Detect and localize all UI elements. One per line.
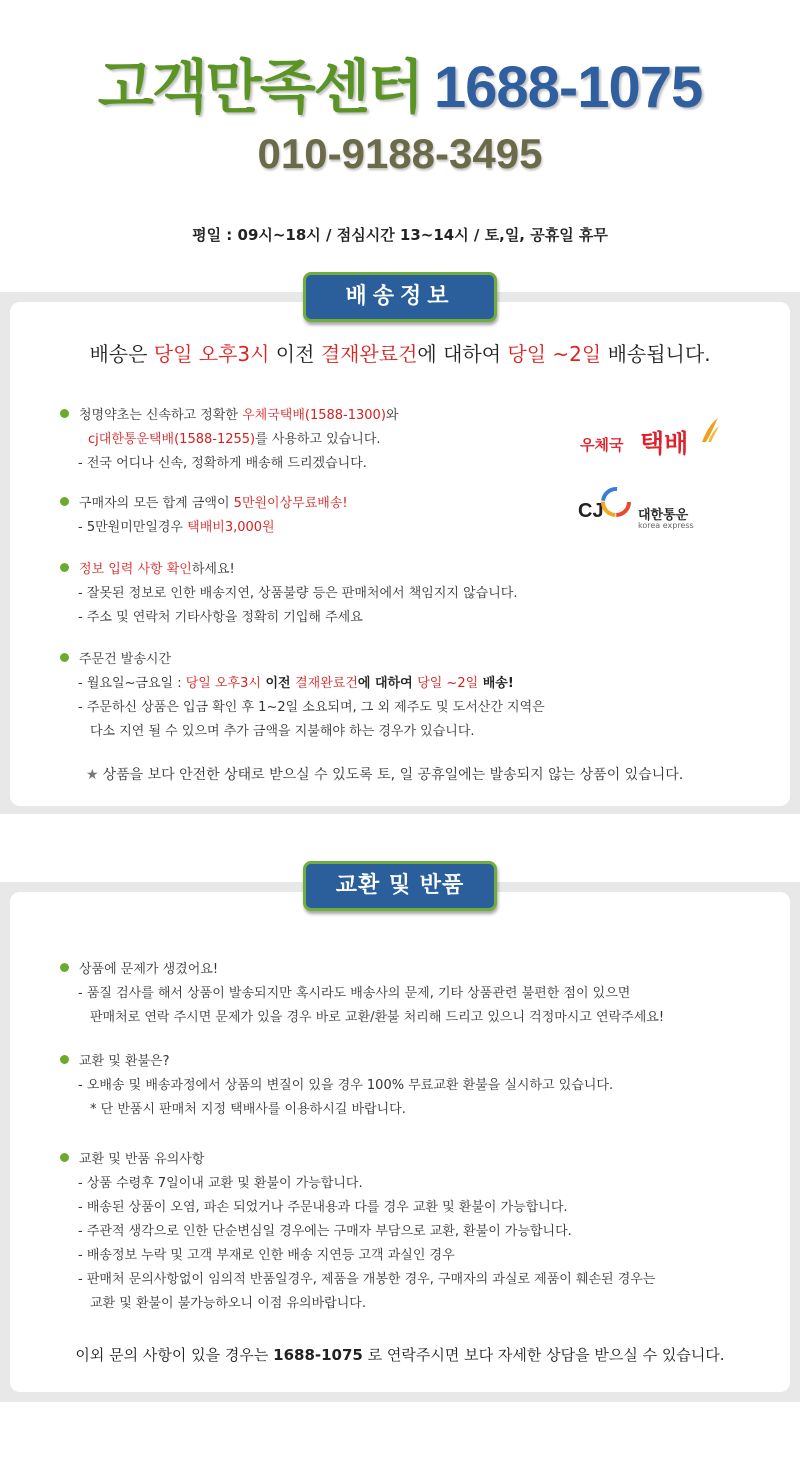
- bullet-icon: [60, 497, 69, 506]
- shipping-item-free-shipping: 구매자의 모든 합계 금액이 5만원이상무료배송! - 5만원미만일경우 택배비3,000원: [60, 492, 348, 540]
- bullet-icon: [60, 409, 69, 418]
- wing-icon: [700, 416, 720, 444]
- closing-phone[interactable]: 1688-1075: [273, 1346, 363, 1364]
- bullet-icon: [60, 563, 69, 572]
- cj-logistics-logo: CJ 대한통운 korea express: [578, 484, 718, 534]
- customer-center-phone[interactable]: 1688-1075: [433, 55, 703, 120]
- shipping-item-couriers: 청명약초는 신속하고 정확한 우체국택배(1588-1300)와 cj대한통운택배(1588-1255)를 사용하고 있습니다. - 전국 어디나 신속, 정확하게 배송해 드리겠습니다.: [60, 404, 398, 476]
- bullet-icon: [60, 963, 69, 972]
- star-icon: ★: [86, 767, 99, 783]
- exchange-item-refund: 교환 및 환불은? - 오배송 및 배송과정에서 상품의 변질이 있을 경우 100% 무료교환 환불을 실시하고 있습니다. * 단 반품시 판매처 지정 택배사를 이용하시길 바랍니다.: [60, 1050, 613, 1122]
- exchange-item-problem: 상품에 문제가 생겼어요! - 품질 검사를 해서 상품이 발송되지만 혹시라도 배송사의 문제, 기타 상품관련 불편한 점이 있으면 판매처로 연락 주시면 문제가 있을 경우 바로 교환/환불 처리해 드리고 있으니 걱정마시고 연락주세요!: [60, 958, 664, 1030]
- shipping-lead-text: 배송은 당일 오후3시 이전 결재완료건에 대하여 당일 ~2일 배송됩니다.: [89, 342, 711, 366]
- closing-contact-text: 이외 문의 사항이 있을 경우는 1688-1075 로 연락주시면 보다 자세한 상담을 받으실 수 있습니다.: [75, 1346, 725, 1364]
- exchange-return-badge: 교환 및 반품: [303, 861, 497, 911]
- cj-ring-icon: [598, 484, 634, 520]
- bullet-icon: [60, 1055, 69, 1064]
- korea-post-logo: 우체국 택배: [580, 416, 720, 466]
- exchange-item-precautions: 교환 및 반품 유의사항 - 상품 수령후 7일이내 교환 및 환불이 가능합니다. - 배송된 상품이 오염, 파손 되었거나 주문내용과 다를 경우 교환 및 환불이 가능합니다. - 주관적 생각으로 인한 단순변심일 경우에는 구매자 부담으로 교환, 환불이 가능합니다. - 배송정보 누락 및 고객 부재로 인한 배송 지연등 고객 과실인 경우 - 판매처 문의사항없이 임의적 반품일경우, 제품을 개봉한 경우, 구매자의 과실로 제품이 훼손된 경우는 교환 및 환불이 불가능하오니 이점 유의바랍니다.: [60, 1148, 655, 1316]
- mobile-phone[interactable]: 010-9188-3495: [257, 130, 543, 177]
- customer-center-line: [0, 40, 800, 124]
- business-hours: 평일 : 09시~18시 / 점심시간 13~14시 / 토,일, 공휴일 휴무: [192, 226, 608, 244]
- bullet-icon: [60, 1153, 69, 1162]
- customer-center-label: 고객만족센터: [97, 53, 422, 121]
- shipping-note: ★ 상품을 보다 안전한 상태로 받으실 수 있도록 토, 일 공휴일에는 발송되지 않는 상품이 있습니다.: [86, 767, 684, 783]
- shipping-info-badge: 배송정보: [303, 272, 497, 322]
- bullet-icon: [60, 653, 69, 662]
- shipping-item-dispatch-time: 주문건 발송시간 - 월요일~금요일 : 당일 오후3시 이전 결재완료건에 대하여 당일 ~2일 배송! - 주문하신 상품은 입금 확인 후 1~2일 소요되며, 그 외 제주도 및 도서산간 지역은 다소 지연 될 수 있으며 추가 금액을 지불해야 하는 경우가 있습니다.: [60, 648, 545, 744]
- contact-header: [0, 0, 800, 270]
- shipping-item-check-info: 정보 입력 사항 확인하세요! - 잘못된 정보로 인한 배송지연, 상품불량 등은 판매처에서 책임지지 않습니다. - 주소 및 연락처 기타사항을 정확히 기입해 주세요: [60, 558, 517, 630]
